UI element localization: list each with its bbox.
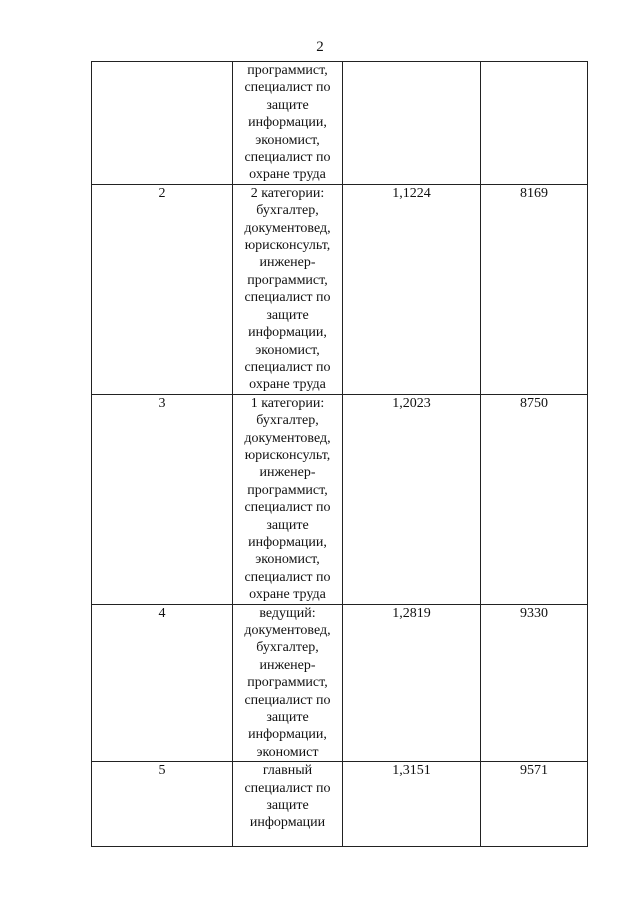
position-cell: 2 категории: бухгалтер, документовед, юрисконсульт, инженер- программист, специалист по защите информации, экономист, специалист по охране труда	[233, 184, 343, 394]
salary-cell: 8750	[481, 394, 588, 604]
table-row	[92, 604, 588, 762]
coefficient-cell	[343, 62, 481, 185]
salary-cell: 8169	[481, 184, 588, 394]
row-number-cell	[92, 62, 233, 185]
table-row	[92, 762, 588, 847]
table-row	[92, 394, 588, 604]
position-cell: главный специалист по защите информации	[233, 762, 343, 847]
position-cell: программист, специалист по защите информации, экономист, специалист по охране труда	[233, 62, 343, 185]
salary-cell: 9330	[481, 604, 588, 762]
position-cell: 1 категории: бухгалтер, документовед, юрисконсульт, инженер- программист, специалист по защите информации, экономист, специалист по охране труда	[233, 394, 343, 604]
position-cell: ведущий: документовед, бухгалтер, инженер- программист, специалист по защите информации, экономист	[233, 604, 343, 762]
row-number-cell: 3	[92, 394, 233, 604]
salary-cell	[481, 62, 588, 185]
coefficient-cell: 1,2023	[343, 394, 481, 604]
coefficient-cell: 1,1224	[343, 184, 481, 394]
row-number-cell: 2	[92, 184, 233, 394]
coefficient-cell: 1,3151	[343, 762, 481, 847]
table-row	[92, 184, 588, 394]
salary-table	[91, 61, 588, 847]
coefficient-cell: 1,2819	[343, 604, 481, 762]
page-number: 2	[316, 39, 324, 55]
row-number-cell: 5	[92, 762, 233, 847]
row-number-cell: 4	[92, 604, 233, 762]
table-row	[92, 62, 588, 185]
salary-cell: 9571	[481, 762, 588, 847]
